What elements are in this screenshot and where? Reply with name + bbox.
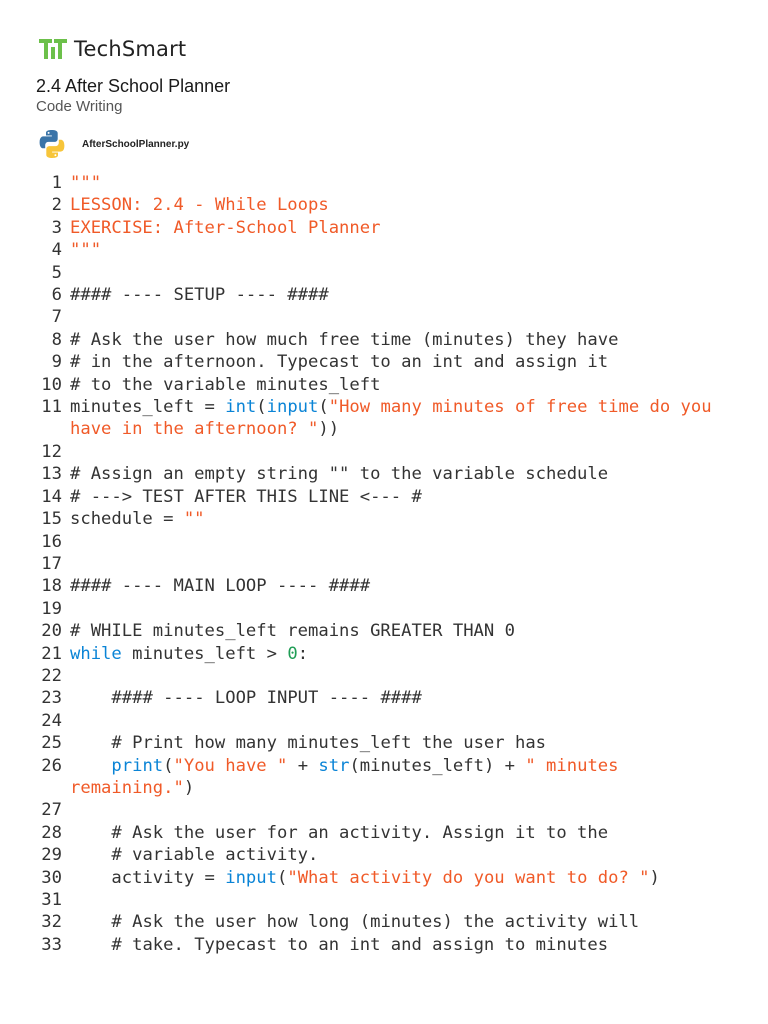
code-line <box>36 911 736 933</box>
code-token: # Print how many minutes_left the user has <box>70 733 547 754</box>
line-number: 18 <box>41 576 62 597</box>
code-line <box>36 889 736 911</box>
line-number: 12 <box>41 441 62 462</box>
code-listing <box>36 172 736 956</box>
line-number: 11 <box>41 397 62 418</box>
line-number: 23 <box>41 688 62 709</box>
code-line <box>36 732 736 754</box>
code-line <box>36 329 736 351</box>
line-number: 25 <box>41 733 62 754</box>
line-number: 17 <box>41 553 62 574</box>
code-token: "You have " <box>173 755 288 776</box>
code-token: " minutes remaining." <box>70 755 629 798</box>
code-line <box>36 687 736 709</box>
code-token: # variable activity. <box>70 845 319 866</box>
code-line <box>36 351 736 373</box>
code-text <box>70 239 736 261</box>
code-token: : <box>297 643 309 664</box>
code-token: # Ask the user for an activity. Assign it to the <box>70 822 609 843</box>
code-text <box>70 822 736 844</box>
brand-name: TechSmart <box>74 37 187 61</box>
code-line <box>36 531 736 553</box>
code-text <box>70 665 736 687</box>
code-line <box>36 553 736 575</box>
code-line <box>36 575 736 597</box>
line-number: 19 <box>41 598 62 619</box>
code-text <box>70 351 736 373</box>
code-token: ( <box>318 397 329 418</box>
code-token: )) <box>318 419 340 440</box>
code-line <box>36 486 736 508</box>
code-token: schedule = <box>70 509 184 530</box>
code-token: #### ---- SETUP ---- #### <box>70 285 329 306</box>
code-line <box>36 822 736 844</box>
python-logo-icon <box>36 128 68 160</box>
code-text <box>70 620 736 642</box>
code-line <box>36 194 736 216</box>
code-text <box>70 911 736 933</box>
line-number: 16 <box>41 531 62 552</box>
code-token: # take. Typecast to an int and assign to minutes <box>70 934 609 955</box>
code-token: ( <box>256 397 267 418</box>
code-line <box>36 799 736 821</box>
code-text <box>70 284 736 306</box>
line-number: 33 <box>41 934 62 955</box>
code-token: + <box>287 755 319 776</box>
code-token: int <box>225 397 257 418</box>
lesson-title: 2.4 After School Planner <box>36 76 231 96</box>
line-number: 3 <box>51 217 62 238</box>
line-number: 27 <box>41 800 62 821</box>
line-number: 30 <box>41 867 62 888</box>
code-text <box>70 934 736 956</box>
lesson-subtitle: Code Writing <box>36 98 123 115</box>
code-text <box>70 486 736 508</box>
code-text <box>70 463 736 485</box>
code-line <box>36 463 736 485</box>
line-number: 24 <box>41 710 62 731</box>
code-text <box>70 575 736 597</box>
code-line <box>36 844 736 866</box>
code-line <box>36 934 736 956</box>
code-token: print <box>111 755 164 776</box>
line-number: 6 <box>51 285 62 306</box>
code-text <box>70 553 736 575</box>
code-line <box>36 284 736 306</box>
line-number: 13 <box>41 464 62 485</box>
code-token: # WHILE minutes_left remains GREATER THAN 0 <box>70 621 515 642</box>
code-token: # to the variable minutes_left <box>70 374 381 395</box>
line-number: 26 <box>41 755 62 776</box>
code-token: EXERCISE: After-School Planner <box>70 217 381 238</box>
line-number: 4 <box>51 240 62 261</box>
code-text <box>70 396 736 441</box>
code-text <box>70 889 736 911</box>
code-text <box>70 844 736 866</box>
code-token: minutes_left > <box>121 643 288 664</box>
line-number: 2 <box>51 195 62 216</box>
line-number: 21 <box>41 643 62 664</box>
file-header <box>36 128 189 160</box>
code-line <box>36 239 736 261</box>
code-text <box>70 374 736 396</box>
line-number: 5 <box>51 262 62 283</box>
code-line <box>36 620 736 642</box>
line-number: 29 <box>41 845 62 866</box>
code-line <box>36 867 736 889</box>
code-text <box>70 531 736 553</box>
code-token: #### ---- MAIN LOOP ---- #### <box>70 576 371 597</box>
code-token: "How many minutes of free time do you have in the afternoon? " <box>70 397 722 440</box>
line-number: 14 <box>41 486 62 507</box>
code-text <box>70 217 736 239</box>
code-token: while <box>70 643 122 664</box>
line-number: 28 <box>41 822 62 843</box>
line-number: 10 <box>41 374 62 395</box>
file-name: AfterSchoolPlanner.py <box>82 138 190 150</box>
code-line <box>36 755 736 800</box>
code-line <box>36 172 736 194</box>
line-number: 7 <box>51 307 62 328</box>
code-line <box>36 441 736 463</box>
code-token: ) <box>649 867 660 888</box>
code-line <box>36 374 736 396</box>
code-token: input <box>225 867 277 888</box>
code-token: "" <box>183 509 205 530</box>
code-text <box>70 598 736 620</box>
code-token: #### ---- LOOP INPUT ---- #### <box>70 688 422 709</box>
code-text <box>70 799 736 821</box>
line-number: 31 <box>41 890 62 910</box>
code-line <box>36 262 736 284</box>
code-text <box>70 732 736 754</box>
code-token <box>70 756 111 776</box>
code-token: input <box>266 397 319 418</box>
code-token: ( <box>276 867 288 888</box>
code-token: 0 <box>287 643 298 664</box>
line-number: 20 <box>41 621 62 642</box>
code-token: LESSON: 2.4 - While Loops <box>70 195 329 216</box>
code-line <box>36 710 736 732</box>
code-token: """ <box>70 240 102 261</box>
code-text <box>70 172 736 194</box>
code-line <box>36 665 736 687</box>
code-text <box>70 643 736 665</box>
code-token: # in the afternoon. Typecast to an int and assign it <box>70 352 609 373</box>
code-text <box>70 867 736 889</box>
code-text <box>70 441 736 463</box>
code-text <box>70 262 736 284</box>
code-token: ( <box>163 755 174 776</box>
code-line <box>36 396 736 441</box>
line-number: 15 <box>41 509 62 530</box>
code-token: str <box>318 755 350 776</box>
code-token: # Ask the user how much free time (minutes) they have <box>70 329 619 350</box>
code-text <box>70 755 736 800</box>
code-token: minutes_left = <box>70 397 226 418</box>
techsmart-logo-icon <box>38 37 68 61</box>
code-token: "What activity do you want to do? " <box>287 867 650 888</box>
code-token: # Assign an empty string "" to the variable schedule <box>70 464 609 485</box>
line-number: 32 <box>41 912 62 933</box>
line-number: 8 <box>51 329 62 350</box>
code-text <box>70 306 736 328</box>
code-line <box>36 217 736 239</box>
line-number: 1 <box>51 173 62 193</box>
code-token: """ <box>70 173 102 193</box>
code-line <box>36 508 736 530</box>
code-token: activity = <box>70 867 226 888</box>
code-text <box>70 710 736 732</box>
code-token: # ---> TEST AFTER THIS LINE <--- # <box>70 486 422 507</box>
code-token: # Ask the user how long (minutes) the activity will <box>70 912 640 933</box>
code-line <box>36 643 736 665</box>
code-token: (minutes_left) + <box>349 755 526 776</box>
code-text <box>70 508 736 530</box>
code-text <box>70 329 736 351</box>
code-text <box>70 194 736 216</box>
line-number: 9 <box>51 352 62 373</box>
code-line <box>36 306 736 328</box>
line-number: 22 <box>41 665 62 686</box>
brand-header <box>38 37 186 61</box>
code-token: ) <box>183 777 195 798</box>
code-text <box>70 687 736 709</box>
code-line <box>36 598 736 620</box>
